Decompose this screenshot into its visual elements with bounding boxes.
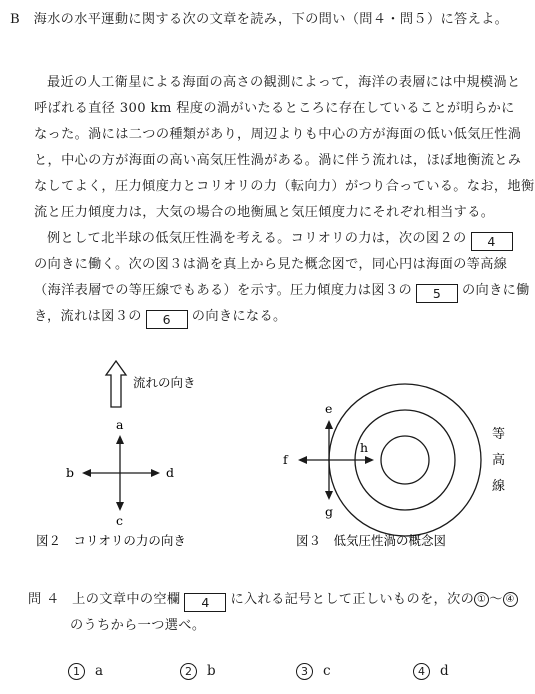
arrowhead-f <box>298 456 307 464</box>
figure-2-caption: 図２ コリオリの力の向き <box>36 533 186 548</box>
arrowhead-g <box>325 491 333 500</box>
passage-line: なしてよく，圧力傾度力とコリオリの力（転向力）がつり合っている。なお，地衡 <box>34 179 535 194</box>
choice-2[interactable] <box>180 663 216 680</box>
passage-line: 呼ばれる直径 300 km 程度の渦がいたるところに存在していることが明らかに <box>34 101 515 116</box>
contour-label-char: 高 <box>492 453 506 468</box>
passage-line: （海洋表層での等圧線でもある）を示す。圧力傾度力は図３の 5 の向きに働 <box>34 283 530 301</box>
direction-label-h: h <box>360 440 369 455</box>
choice-4[interactable] <box>413 663 449 680</box>
flow-direction-label: 流れの向き <box>133 375 196 390</box>
contour-inner <box>381 436 429 484</box>
figure-3-caption: 図３ 低気圧性渦の概念図 <box>296 533 447 548</box>
direction-label-a: a <box>116 417 124 432</box>
passage-line: 例として北半球の低気圧性渦を考える。コリオリの力は，次の図２の 4 <box>47 227 517 251</box>
choice-number: 2 <box>180 663 197 680</box>
arrowhead-h <box>365 456 374 464</box>
section-instruction: 海水の水平運動に関する次の文章を読み，下の問い（問４・問５）に答えよ。 <box>33 12 509 27</box>
question-4: 問 ４ 上の文章中の空欄 4 に入れる記号として正しいものを，次の ① 〜 ④ <box>28 588 518 612</box>
passage-line: なった。渦には二つの種類があり，周辺よりも中心の方が海面の低い低気圧性渦 <box>34 127 522 142</box>
passage-line: き，流れは図３の 6 の向きになる。 <box>34 309 287 327</box>
direction-label-e: e <box>325 401 333 416</box>
passage-line: と，中心の方が海面の高い高気圧性渦がある。渦に伴う流れは，ほぼ地衡流とみ <box>34 153 522 168</box>
choice-text: d <box>440 663 449 679</box>
figure-3 <box>260 380 520 560</box>
section-letter: B <box>10 12 21 27</box>
passage-line: 流と圧力傾度力は，大気の場合の地衡風と気圧傾度力にそれぞれ相当する。 <box>34 205 495 220</box>
arrowhead-up <box>116 435 124 444</box>
range-to-mark: ④ <box>503 592 518 607</box>
range-from-mark: ① <box>474 592 489 607</box>
choice-3[interactable] <box>296 663 331 680</box>
choice-text: a <box>95 663 104 679</box>
choice-text: b <box>207 663 216 679</box>
arrowhead-e <box>325 420 333 429</box>
direction-label-f: f <box>283 452 288 467</box>
passage-line: 最近の人工衛星による海面の高さの観測によって，海洋の表層には中規模渦と <box>47 75 521 90</box>
direction-label-g: g <box>325 504 334 519</box>
direction-label-c: c <box>116 513 124 528</box>
choice-1[interactable] <box>68 663 103 680</box>
direction-label-b: b <box>66 465 75 480</box>
arrowhead-left <box>82 469 91 477</box>
question-line-2: のうちから一つ選べ。 <box>70 618 206 633</box>
question-blank: 4 <box>184 593 226 612</box>
flow-direction-arrow <box>106 361 126 407</box>
choice-number: 1 <box>68 663 85 680</box>
answer-blank-6: 6 <box>146 310 188 329</box>
choice-text: c <box>323 663 331 679</box>
question-number: 問 ４ <box>28 592 60 607</box>
answer-blank-4: 4 <box>471 232 513 251</box>
figure-2 <box>0 355 260 555</box>
arrowhead-right <box>151 469 160 477</box>
direction-label-d: d <box>166 465 175 480</box>
choice-number: 3 <box>296 663 313 680</box>
section-header <box>10 8 508 27</box>
answer-blank-5: 5 <box>416 284 458 303</box>
passage-line: の向きに働く。次の図３は渦を真上から見た概念図で，同心円は海面の等高線 <box>34 257 508 272</box>
contour-label-char: 等 <box>492 427 506 442</box>
arrowhead-down <box>116 502 124 511</box>
choice-number: 4 <box>413 663 430 680</box>
contour-label-char: 線 <box>492 479 506 494</box>
